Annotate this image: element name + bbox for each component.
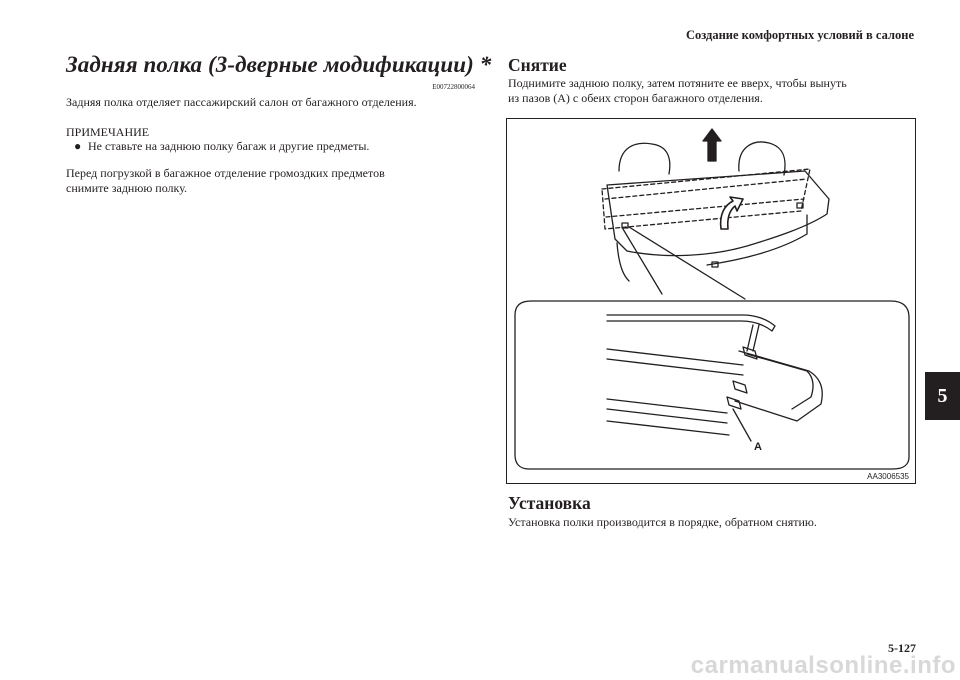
paragraph-line-2: снимите заднюю полку. [66, 181, 187, 195]
callout-lines [623, 227, 745, 299]
paragraph-line-1: Перед погрузкой в багажное отделение громоздких предметов [66, 166, 385, 180]
removal-text-line-1: Поднимите заднюю полку, затем потяните ее вверх, чтобы вынуть [508, 76, 847, 90]
running-header: Создание комфортных условий в салоне [685, 28, 914, 42]
figure-box [506, 118, 916, 484]
install-text: Установка полки производится в порядке, обратном снятию. [508, 515, 817, 529]
document-code: E00722800064 [432, 83, 475, 91]
detail-shelf-top [607, 315, 775, 331]
install-heading: Установка [508, 493, 591, 513]
removal-text-line-2: из пазов (A) с обеих сторон багажного отделения. [508, 91, 763, 105]
headrest-right [739, 142, 785, 175]
figure-label-a: A [754, 441, 762, 453]
slot-a [743, 347, 757, 359]
section-title: Задняя полка (3-дверные модификации) * [66, 52, 492, 77]
headrest-left [619, 143, 670, 174]
note-label: ПРИМЕЧАНИЕ [66, 125, 150, 139]
chapter-tab: 5 [925, 372, 960, 420]
detail-trim-panel [735, 351, 822, 421]
watermark: carmanualsonline.info [690, 652, 956, 679]
lift-arrow-icon [721, 197, 743, 229]
note-text: Не ставьте на заднюю полку багаж и другие предметы. [88, 139, 370, 153]
figure-code: AA3006535 [867, 472, 909, 481]
page-number: 5-127 [888, 641, 916, 655]
label-leader-line [733, 409, 751, 441]
intro-paragraph: Задняя полка отделяет пассажирский салон от багажного отделения. [66, 95, 417, 109]
note-bullet: ● [74, 139, 82, 153]
detail-callout-frame [515, 301, 909, 469]
removal-heading: Снятие [508, 55, 567, 75]
shelf-illustration [507, 119, 915, 483]
shelf-lower [607, 171, 829, 256]
up-arrow-icon [703, 129, 721, 161]
